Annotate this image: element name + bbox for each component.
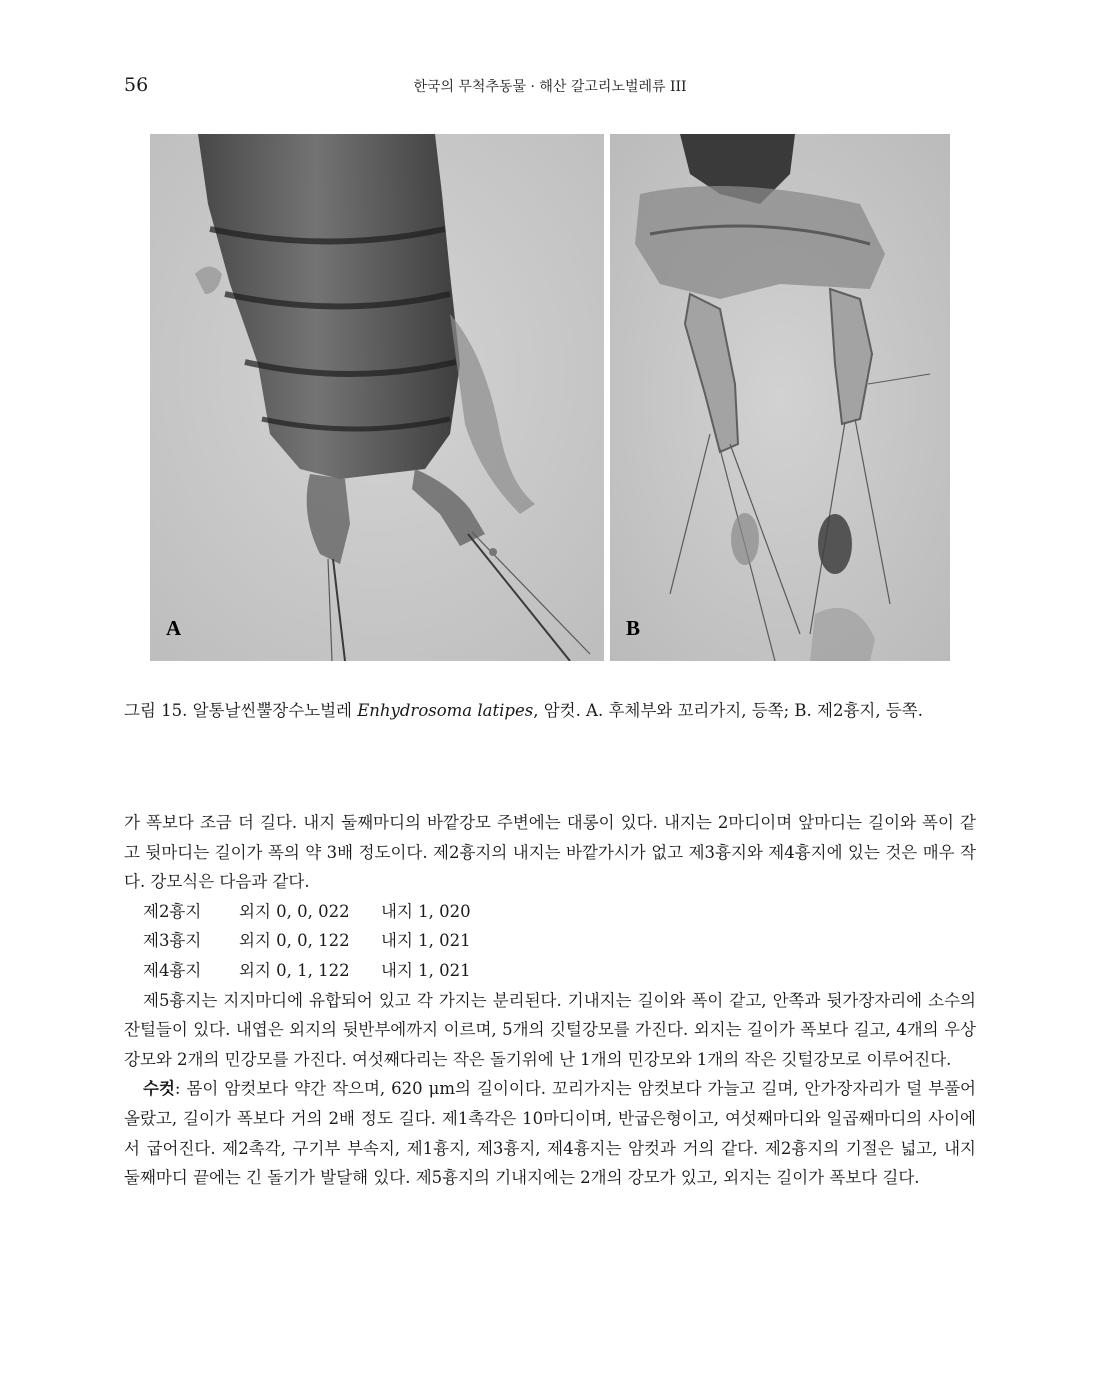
setal-formula-row <box>124 926 976 956</box>
figure-caption <box>124 698 976 724</box>
formula-endopod: 내지 1, 021 <box>381 960 471 980</box>
figure-panel-a <box>150 134 604 661</box>
formula-segment: 제4흉지 <box>143 960 202 980</box>
formula-endopod: 내지 1, 020 <box>381 901 471 921</box>
formula-segment: 제2흉지 <box>143 901 202 921</box>
setal-formula-row <box>124 956 976 986</box>
figure-panel-b <box>610 134 950 661</box>
formula-exopod: 외지 0, 0, 122 <box>239 931 350 951</box>
male-heading: 수컷 <box>143 1079 175 1099</box>
body-text <box>124 808 976 1193</box>
figure-15 <box>150 134 950 661</box>
paragraph-male <box>124 1074 976 1192</box>
male-description: : 몸이 암컷보다 약간 작으며, 620 μm의 길이이다. 꼬리가지는 암컷보다 가늘고 길며, 안가장자리가 덜 부풀어올랐고, 길이가 폭보다 거의 2배 정도 길다. 제1촉각은 10마디이며, 반굽은형이고, 여섯째마디와 일곱째마디의 사이에서 굽어진다. 제2촉각, 구기부 부속지, 제1흉지, 제3흉지, 제4흉지는 암컷과 거의 같다. 제2흉지의 기절은 넓고, 내지 둘째마디 끝에는 긴 돌기가 발달해 있다. 제5흉지의 기내지에는 2개의 강모가 있고, 외지는 길이가 폭보다 길다. <box>124 1079 976 1188</box>
formula-exopod: 외지 0, 1, 122 <box>239 960 350 980</box>
page-number: 56 <box>124 74 149 96</box>
caption-species: Enhydrosoma latipes <box>357 701 534 720</box>
formula-segment: 제3흉지 <box>143 931 202 951</box>
caption-suffix: , 암컷. A. 후체부와 꼬리가지, 등쪽; B. 제2흉지, 등쪽. <box>533 701 923 720</box>
running-head: 한국의 무척추동물 · 해산 갈고리노벌레류 III <box>413 79 687 95</box>
setal-formula-row <box>124 897 976 927</box>
paragraph-2: 제5흉지는 지지마디에 유합되어 있고 각 가지는 분리된다. 기내지는 길이와 폭이 같고, 안쪽과 뒷가장자리에 소수의 잔털들이 있다. 내엽은 외지의 뒷반부에까지 이르며, 5개의 깃털강모를 가진다. 외지는 길이가 폭보다 길고, 4개의 우상강모와 2개의 민강모를 가진다. 여섯째다리는 작은 돌기위에 난 1개의 민강모와 1개의 작은 깃털강모로 이루어진다. <box>124 990 976 1069</box>
panel-label-b: B <box>626 616 641 640</box>
micrograph-a <box>150 134 604 661</box>
micrograph-b <box>610 134 950 661</box>
paragraph-1: 가 폭보다 조금 더 길다. 내지 둘째마디의 바깥강모 주변에는 대롱이 있다. 내지는 2마디이며 앞마디는 길이와 폭이 같고 뒷마디는 길이가 폭의 약 3배 정도이다. 제2흉지의 내지는 바깥가시가 없고 제3흉지와 제4흉지에 있는 것은 매우 작다. 강모식은 다음과 같다. <box>124 813 976 892</box>
formula-endopod: 내지 1, 021 <box>381 931 471 951</box>
panel-label-a: A <box>166 616 182 640</box>
formula-exopod: 외지 0, 0, 022 <box>239 901 350 921</box>
caption-prefix: 그림 15. 알통날씬뿔장수노벌레 <box>124 701 358 720</box>
